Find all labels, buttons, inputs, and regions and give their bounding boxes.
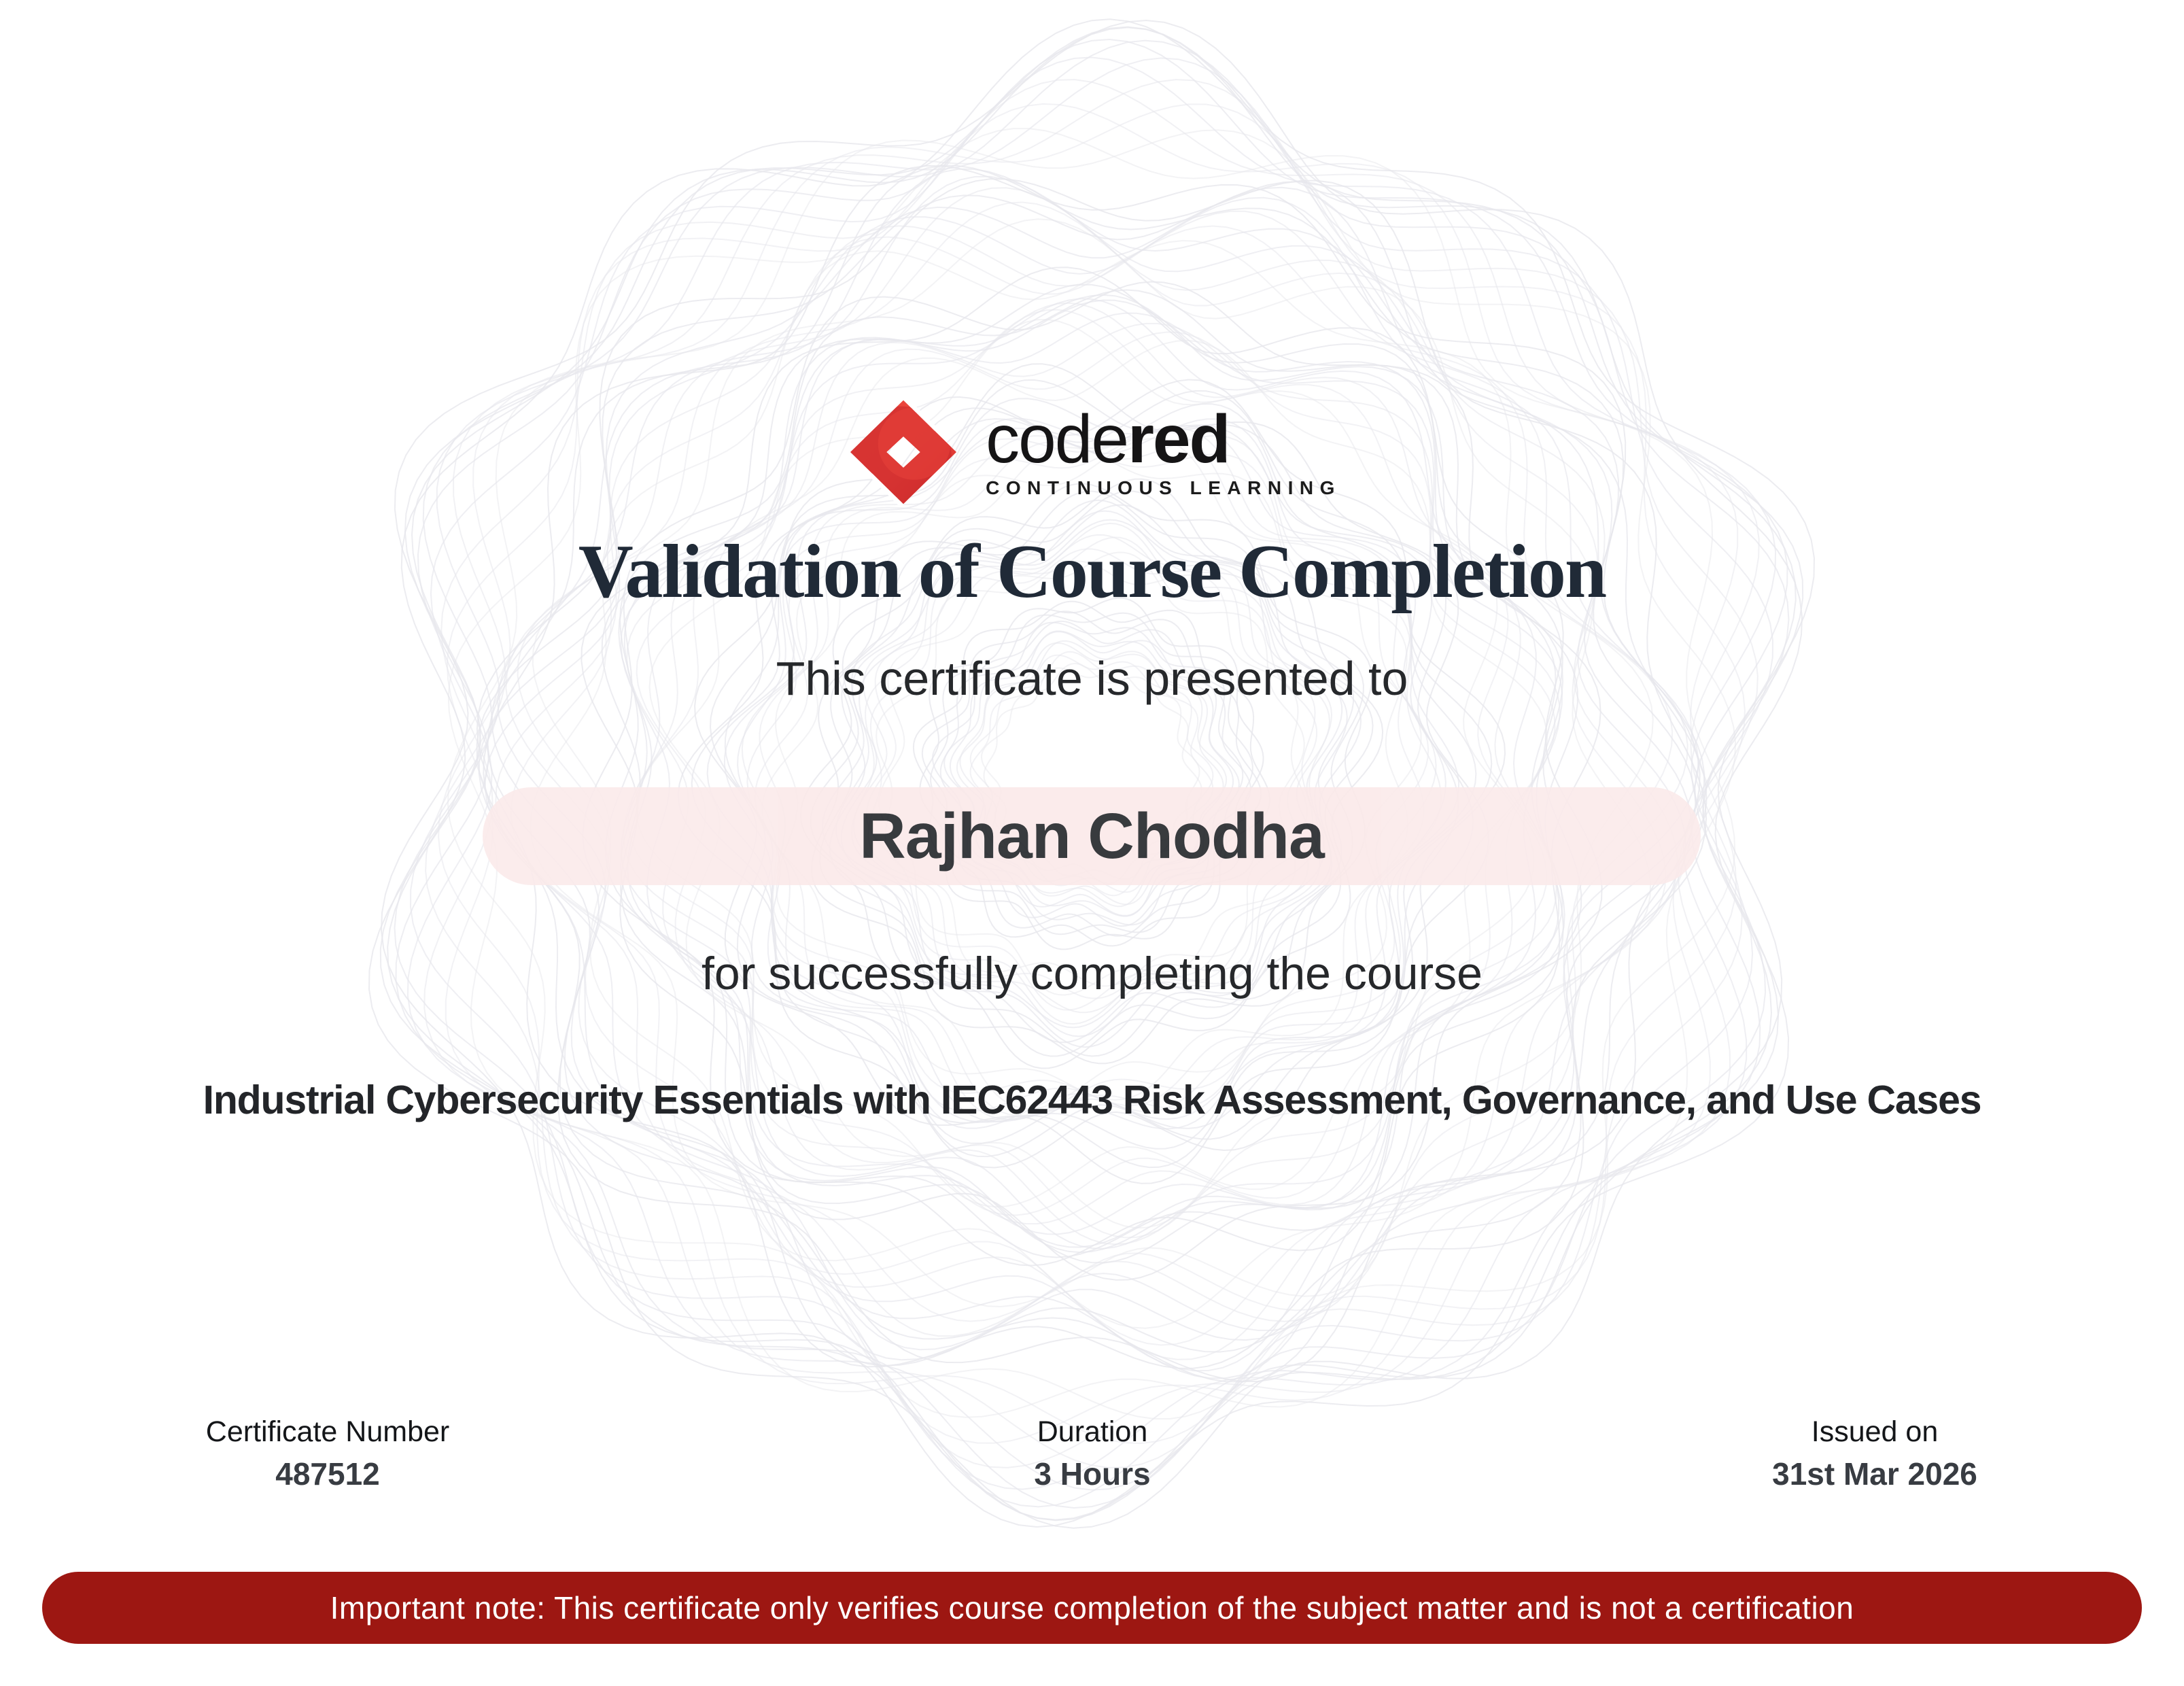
duration-block bbox=[875, 1414, 1310, 1493]
duration-label: Duration bbox=[1037, 1415, 1148, 1448]
certificate-number-label: Certificate Number bbox=[205, 1415, 450, 1448]
issued-on-label: Issued on bbox=[1811, 1415, 1939, 1448]
course-title: Industrial Cybersecurity Essentials with IEC62443 Risk Assessment, Governance, and Use Cases bbox=[203, 1078, 1981, 1122]
certificate-number-value: 487512 bbox=[275, 1456, 380, 1492]
completion-line: for successfully completing the course bbox=[701, 948, 1483, 999]
logo-wordmark-bold: red bbox=[1127, 400, 1230, 477]
recipient-name-banner bbox=[483, 787, 1701, 885]
duration-value: 3 Hours bbox=[1034, 1456, 1151, 1492]
recipient-name: Rajhan Chodha bbox=[859, 799, 1324, 872]
certificate-number-block bbox=[110, 1414, 545, 1493]
page-title: Validation of Course Completion bbox=[578, 530, 1606, 614]
logo-text bbox=[986, 400, 1341, 498]
important-note-banner bbox=[42, 1572, 2142, 1644]
logo-tagline: CONTINUOUS LEARNING bbox=[986, 477, 1341, 498]
codered-logo-icon bbox=[843, 399, 964, 505]
logo-wordmark bbox=[986, 400, 1230, 477]
logo-wordmark-regular: code bbox=[986, 400, 1128, 477]
presented-to-line: This certificate is presented to bbox=[776, 652, 1408, 705]
issued-on-value: 31st Mar 2026 bbox=[1772, 1456, 1977, 1492]
important-note-text: Important note: This certificate only verifies course completion of the subject matter and is not a certification bbox=[330, 1590, 1854, 1625]
brand-logo bbox=[0, 397, 2184, 507]
issued-on-block bbox=[1657, 1414, 2092, 1493]
